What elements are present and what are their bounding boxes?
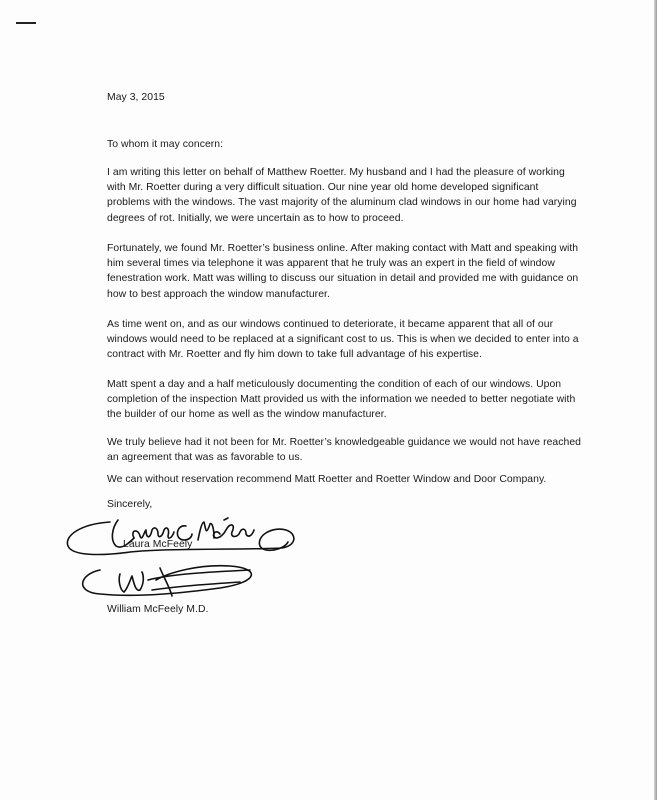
paragraph-line: I am writing this letter on behalf of Matthew Roetter. My husband and I had the pleasure of working — [107, 167, 565, 178]
salutation: To whom it may concern: — [107, 139, 224, 150]
paragraph-line: him several times via telephone it was apparent that he truly was an expert in the field of window — [107, 258, 555, 270]
paragraph-line: As time went on, and as our windows continued to deteriorate, it became apparent that all of our — [107, 319, 554, 330]
paragraph-line: Matt spent a day and a half meticulously documenting the condition of each of our windows. Upon — [107, 379, 562, 390]
paragraph-line: the builder of our home as well as the window manufacturer. — [107, 409, 387, 421]
closing: Sincerely, — [107, 499, 153, 510]
paragraph-1 — [107, 165, 607, 226]
paragraph-2 — [107, 241, 607, 302]
paragraph-line: We truly believe had it not been for Mr. Roetter’s knowledgeable guidance we would not have reached — [107, 437, 581, 448]
signatory-william: William McFeely M.D. — [107, 604, 209, 615]
paragraph-6 — [107, 472, 607, 487]
paragraph-4 — [107, 377, 607, 423]
paragraph-line: windows would need to be replaced at a significant cost to us. This is when we decided to enter into a — [107, 334, 579, 346]
paragraph-line: completion of the inspection Matt provided us with the information we needed to better negotiate with — [107, 394, 576, 406]
paragraph-line: contract with Mr. Roetter and fly him down to take full advantage of his expertise. — [107, 349, 482, 361]
paragraph-line: problems with the windows. The vast majority of the aluminum clad windows in our home had varying — [107, 197, 577, 209]
scan-mark — [16, 22, 36, 24]
signature-william — [83, 566, 252, 596]
paragraph-3 — [107, 317, 607, 363]
paragraph-line: with Mr. Roetter during a very difficult situation. Our nine year old home developed significant — [107, 182, 539, 194]
paragraph-line: degrees of rot. Initially, we were uncertain as to how to proceed. — [107, 212, 404, 224]
letter-date: May 3, 2015 — [107, 92, 165, 103]
paragraph-line: We can without reservation recommend Matt Roetter and Roetter Window and Door Company. — [107, 474, 547, 485]
paragraph-line: how to best approach the window manufacturer. — [107, 288, 330, 300]
paragraph-line: fenestration work. Matt was willing to discuss our situation in detail and provided me with guidance on — [107, 273, 579, 285]
signatory-laura: Laura McFeely — [123, 539, 193, 550]
paragraph-line: an agreement that was as favorable to us. — [107, 452, 303, 464]
paragraph-line: Fortunately, we found Mr. Roetter’s business online. After making contact with Matt and speaking with — [107, 243, 579, 254]
paragraph-5 — [107, 435, 607, 465]
handwritten-signatures — [60, 508, 310, 608]
